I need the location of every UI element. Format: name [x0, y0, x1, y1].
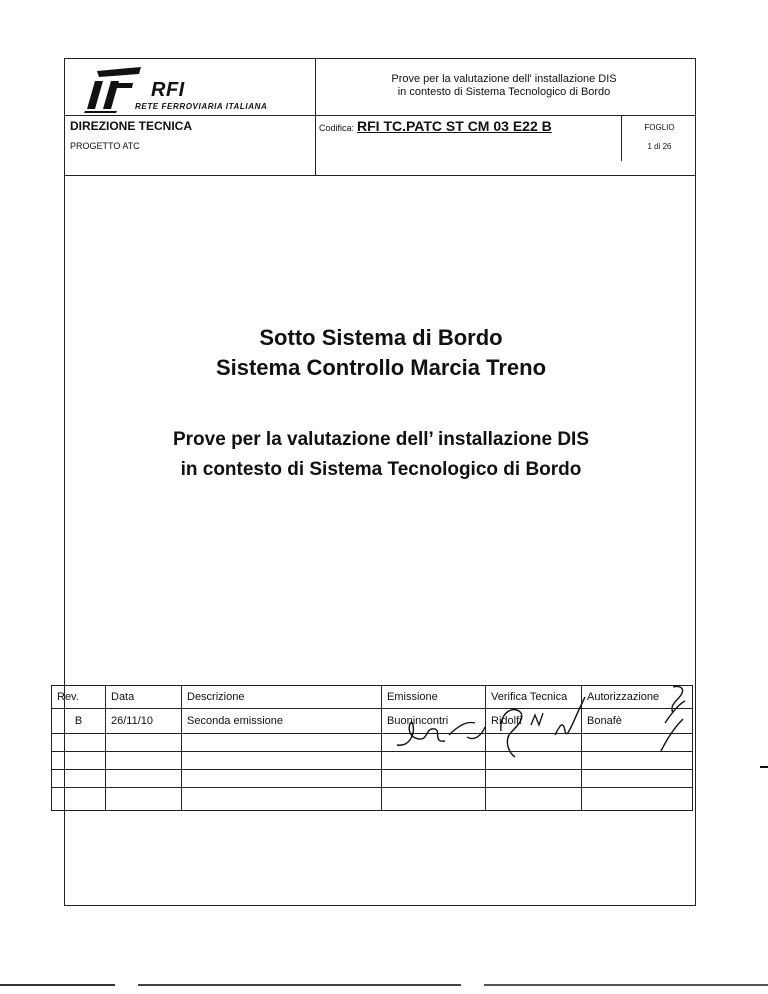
header-bottom-line	[65, 175, 695, 176]
header-rev: Rev.	[52, 686, 106, 709]
main-title-line1: Sotto Sistema di Bordo	[259, 325, 503, 350]
project: PROGETTO ATC	[70, 141, 140, 151]
subtitle-line2: in contesto di Sistema Tecnologico di Bordo	[180, 459, 582, 480]
document-frame	[57, 58, 696, 906]
header-divider-vertical	[315, 59, 316, 175]
sheet-label: FOGLIO	[644, 123, 675, 132]
sheet-divider	[621, 115, 622, 161]
scan-edge-line	[0, 984, 768, 986]
description-value: Seconda emissione	[182, 709, 382, 734]
table-row	[52, 752, 693, 770]
fs-logo-icon	[83, 65, 143, 113]
header-authorization: Autorizzazione	[582, 686, 693, 709]
main-title-line2: Sistema Controllo Marcia Treno	[215, 355, 547, 380]
header-issue: Emissione	[382, 686, 486, 709]
sheet-value: 1 di 26	[647, 142, 672, 151]
table-row	[52, 709, 693, 734]
table-row	[52, 788, 693, 811]
header-description: Descrizione	[182, 686, 382, 709]
rfi-logo	[83, 65, 313, 117]
main-title	[65, 323, 697, 383]
department: DIREZIONE TECNICA	[70, 119, 193, 133]
revision-table-header	[52, 686, 693, 709]
subtitle-line1: Prove per la valutazione dell’ installazione DIS	[172, 429, 590, 450]
revision-table	[51, 685, 693, 811]
header-doc-title-line2: in contesto di Sistema Tecnologico di Bordo	[397, 86, 611, 98]
technical-check-value: Ridolfi	[486, 709, 582, 734]
table-row	[52, 734, 693, 752]
header-doc-title-line1: Prove per la valutazione dell' installazione DIS	[391, 73, 617, 85]
rev-value: B	[52, 709, 106, 734]
code-value: RFI TC.PATC ST CM 03 E22 B	[357, 118, 552, 134]
logo-tagline: RETE FERROVIARIA ITALIANA	[135, 102, 268, 111]
issue-value: Buonincontri	[382, 709, 486, 734]
table-row	[52, 770, 693, 788]
header-date: Data	[106, 686, 182, 709]
authorization-value: Bonafè	[582, 709, 693, 734]
header-technical-check: Verifica Tecnica	[486, 686, 582, 709]
code-label: Codifica:	[319, 123, 355, 133]
subtitle	[65, 425, 697, 485]
logo-name: RFI	[151, 79, 185, 101]
header-doc-title	[319, 73, 689, 99]
edge-mark	[760, 766, 768, 768]
date-value: 26/11/10	[106, 709, 182, 734]
